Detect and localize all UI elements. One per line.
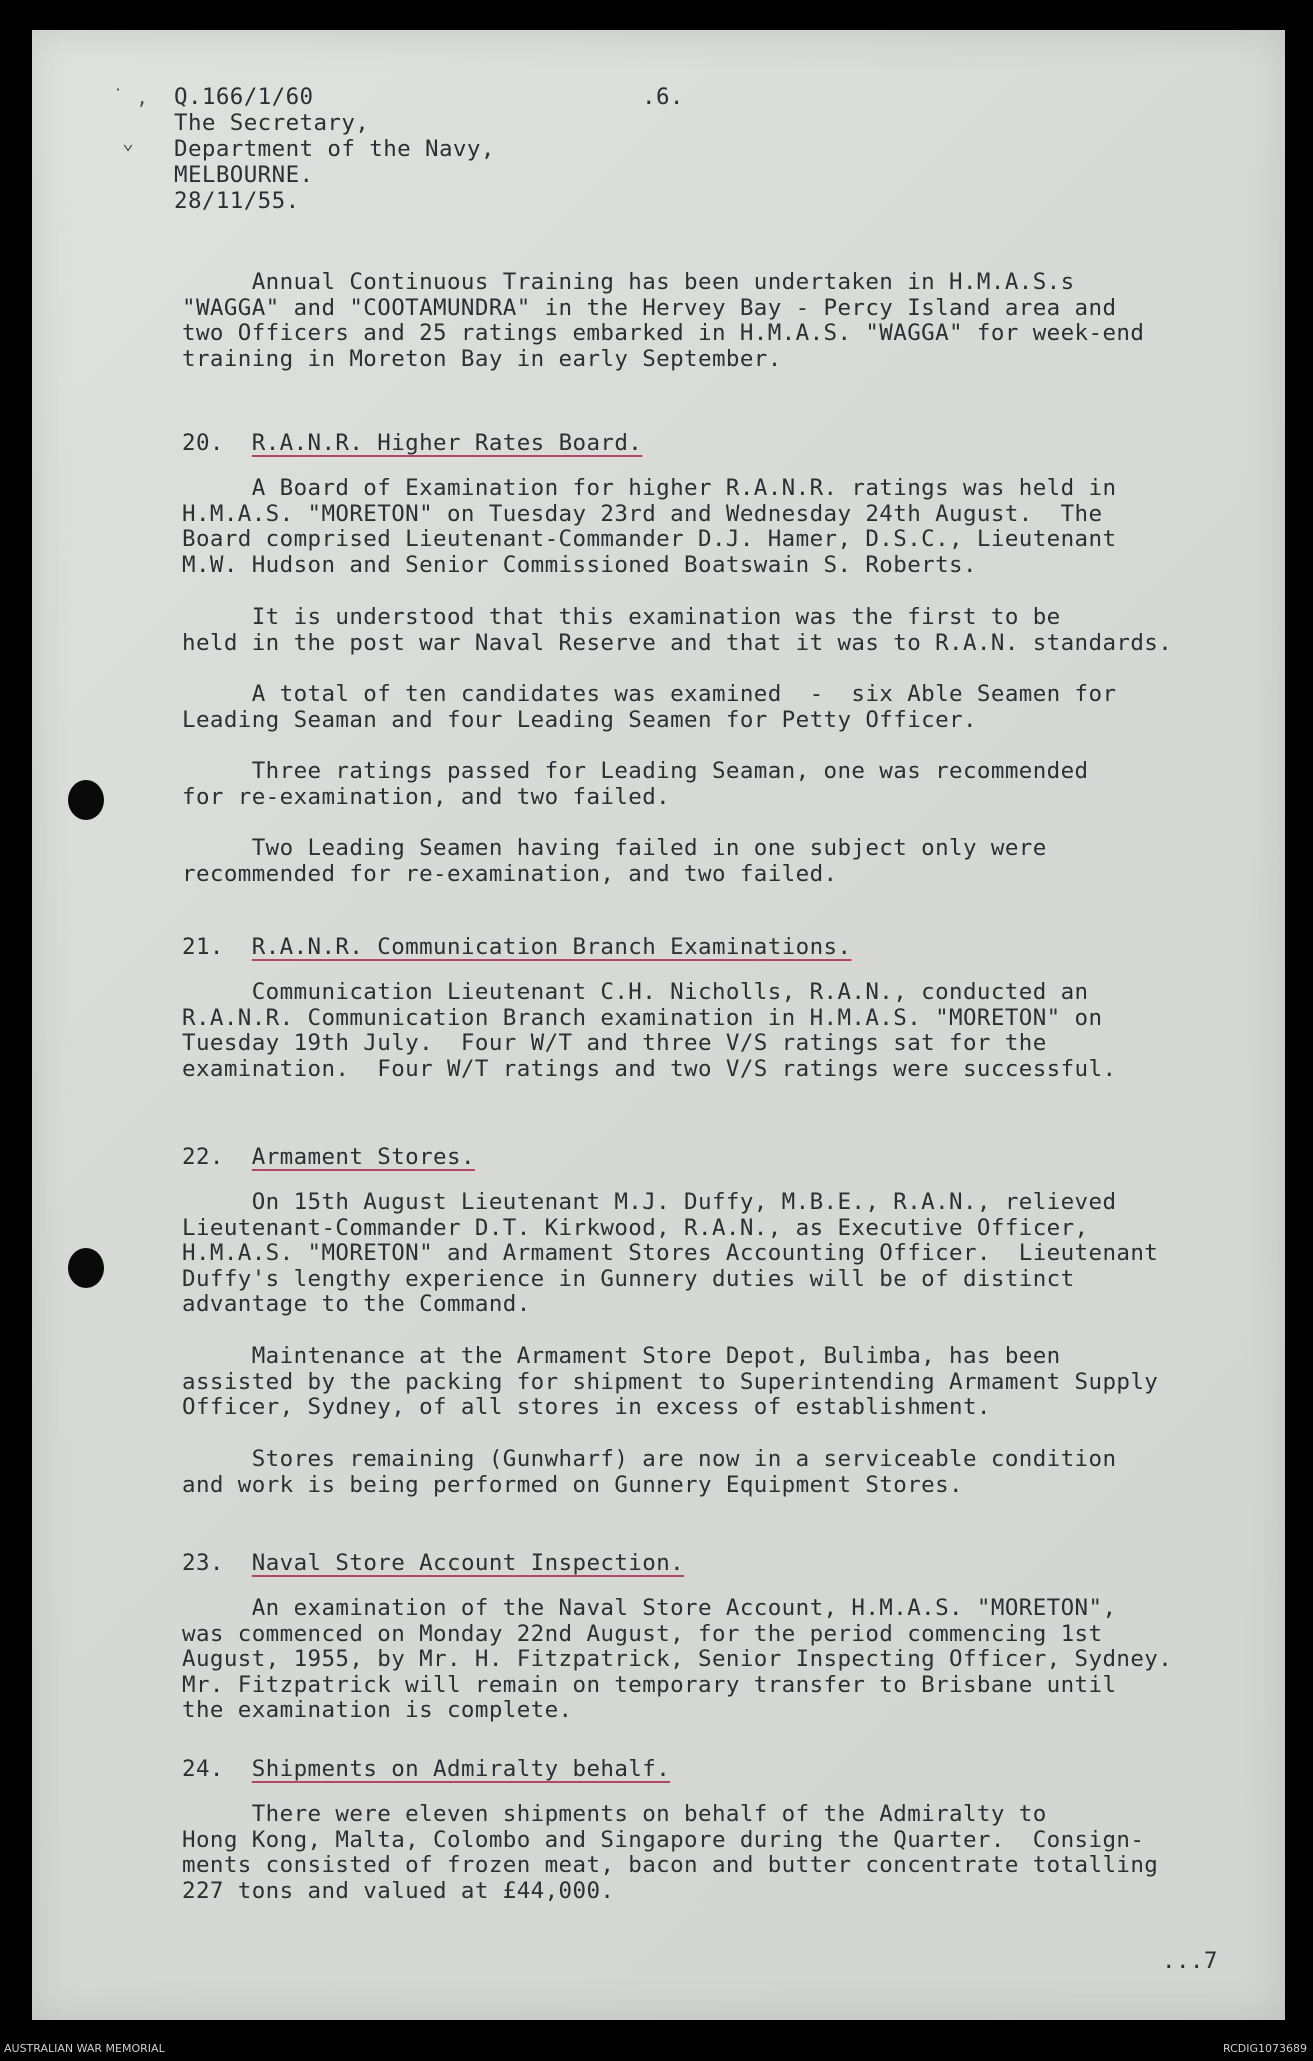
section-heading-21: 21. R.A.N.R. Communication Branch Examinations. bbox=[182, 934, 852, 960]
section-21-paragraph: Communication Lieutenant C.H. Nicholls, R.A.N., conducted an R.A.N.R. Communication Branch examination in H.M.A.S. "MORETON" on Tuesday 19th July. Four W/T and three V/S ratings sat for the examination. Four W/T ratings and two V/S ratings were successful. bbox=[182, 979, 1117, 1082]
section-22-paragraph: On 15th August Lieutenant M.J. Duffy, M.B.E., R.A.N., relieved Lieutenant-Commander D.T. Kirkwood, R.A.N., as Executive Officer, H.M.A.S. "MORETON" and Armament Stores Accounting Officer. Lieutenant Duffy's lengthy experience in Gunnery duties will be of distinct advantage to the Command. bbox=[182, 1189, 1159, 1317]
section-23-paragraph: An examination of the Naval Store Account, H.M.A.S. "MORETON", was commenced on Monday 22nd August, for the period commencing 1st August, 1955, by Mr. H. Fitzpatrick, Senior Inspecting Officer, Sydney. Mr. Fitzpatrick will remain on temporary transfer to Brisbane until the examination is complete. bbox=[182, 1595, 1173, 1723]
section-20-paragraph: A total of ten candidates was examined - six Able Seamen for Leading Seaman and four Leading Seamen for Petty Officer. bbox=[182, 681, 1117, 733]
continuation-marker: ...7 bbox=[1162, 1948, 1218, 1974]
section-24-paragraph: There were eleven shipments on behalf of the Admiralty to Hong Kong, Malta, Colombo and Singapore during the Quarter. Consign- ments consisted of frozen meat, bacon and butter concentrate totalling 227 tons and valued at £44,000. bbox=[182, 1801, 1159, 1904]
archive-footer-left: AUSTRALIAN WAR MEMORIAL bbox=[4, 2042, 165, 2055]
archive-footer-right: RCDIG1073689 bbox=[1222, 2042, 1307, 2055]
punch-hole bbox=[68, 780, 104, 820]
address-line: The Secretary, bbox=[174, 110, 370, 136]
section-heading-23: 23. Naval Store Account Inspection. bbox=[182, 1550, 685, 1576]
punch-hole bbox=[68, 1248, 104, 1288]
punch-mark: ˙ , bbox=[112, 85, 149, 109]
date-line: 28/11/55. bbox=[174, 188, 300, 214]
intro-paragraph: Annual Continuous Training has been undertaken in H.M.A.S.s "WAGGA" and "COOTAMUNDRA" in the Hervey Bay - Percy Island area and two Officers and 25 ratings embarked in H.M.A.S. "WAGGA" for week-end training in Moreton Bay in early September. bbox=[182, 269, 1145, 372]
reference-number: Q.166/1/60 bbox=[174, 84, 314, 110]
section-20-paragraph: Three ratings passed for Leading Seaman, one was recommended for re-examination, and two failed. bbox=[182, 758, 1089, 810]
page-number: .6. bbox=[642, 84, 684, 110]
section-heading-24: 24. Shipments on Admiralty behalf. bbox=[182, 1756, 671, 1782]
section-22-paragraph: Maintenance at the Armament Store Depot, Bulimba, has been assisted by the packing for shipment to Superintending Armament Supply Officer, Sydney, of all stores in excess of establishment. bbox=[182, 1343, 1159, 1420]
document-page bbox=[32, 30, 1285, 2020]
address-line: Department of the Navy, bbox=[174, 136, 495, 162]
punch-mark: ⌄ bbox=[122, 130, 135, 154]
section-20-paragraph: It is understood that this examination was the first to be held in the post war Naval Reserve and that it was to R.A.N. standards. bbox=[182, 604, 1173, 656]
address-line: MELBOURNE. bbox=[174, 162, 314, 188]
section-heading-20: 20. R.A.N.R. Higher Rates Board. bbox=[182, 430, 643, 456]
section-20-paragraph: Two Leading Seamen having failed in one subject only were recommended for re-examination, and two failed. bbox=[182, 835, 1047, 887]
section-22-paragraph: Stores remaining (Gunwharf) are now in a serviceable condition and work is being performed on Gunnery Equipment Stores. bbox=[182, 1446, 1117, 1498]
section-20-paragraph: A Board of Examination for higher R.A.N.R. ratings was held in H.M.A.S. "MORETON" on Tuesday 23rd and Wednesday 24th August. The Board comprised Lieutenant-Commander D.J. Hamer, D.S.C., Lieutenant M.W. Hudson and Senior Commissioned Boatswain S. Roberts. bbox=[182, 475, 1117, 578]
section-heading-22: 22. Armament Stores. bbox=[182, 1144, 475, 1170]
